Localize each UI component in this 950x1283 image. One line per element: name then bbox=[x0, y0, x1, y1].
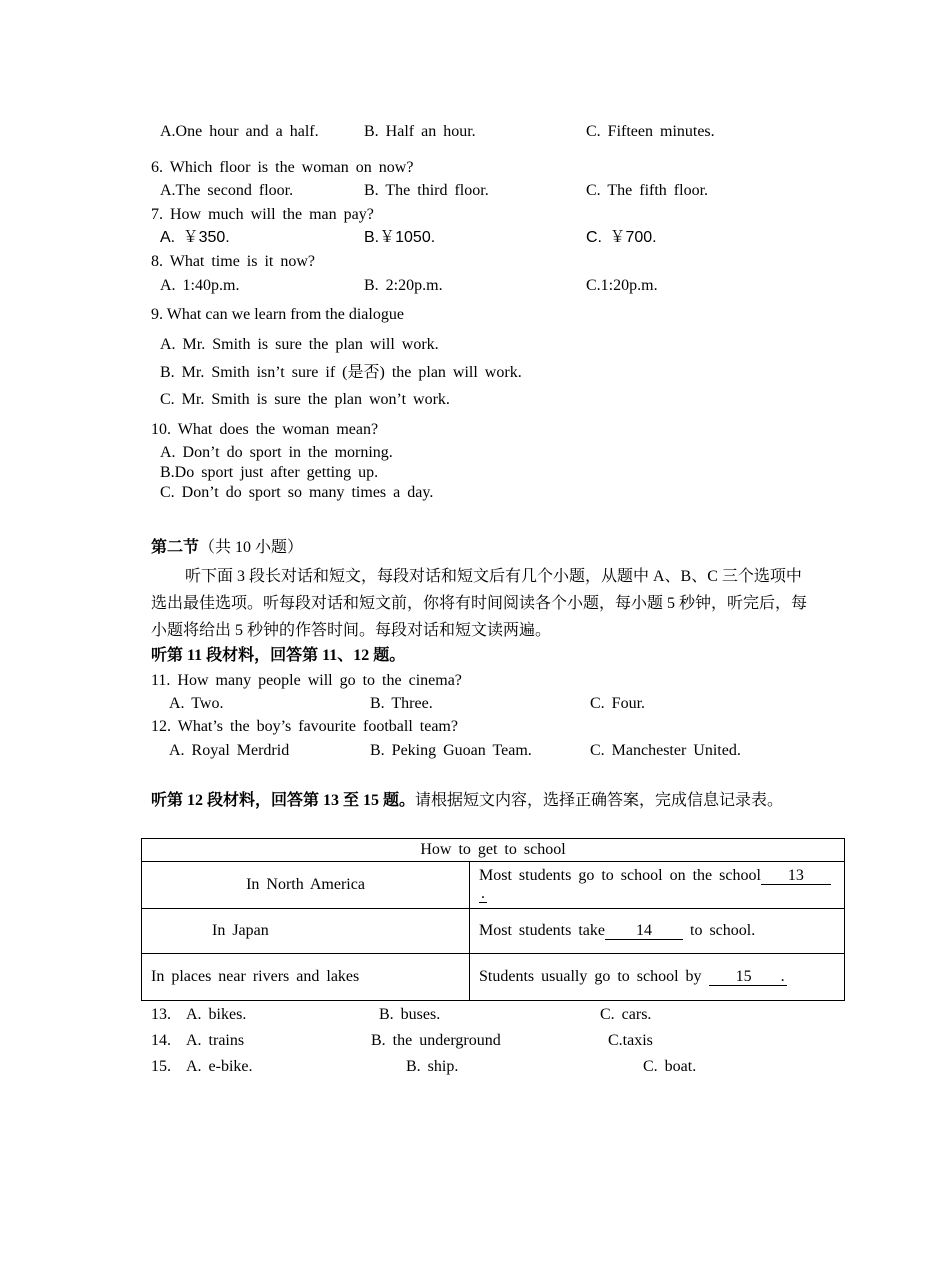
passage11-heading: 听第 11 段材料，回答第 11、12 题。 bbox=[151, 647, 406, 664]
section2-instructions: 听下面 3 段长对话和短文，每段对话和短文后有几个小题，从题中 A、B、C 三个选项中选出最佳选项。听每段对话和短文前，你将有时间阅读各个小题，每小题 5 秒钟，听完后，每小题将给出 5 秒钟的作答时间。每段对话和短文读两遍。 bbox=[151, 568, 808, 639]
q13-option-a: A. bikes. bbox=[186, 1006, 247, 1023]
q15-option-b: B. ship. bbox=[406, 1058, 459, 1075]
q7-option-a: A. ￥350. bbox=[160, 229, 230, 246]
blank-14: 14 bbox=[605, 923, 683, 940]
table-info-cell bbox=[470, 909, 845, 954]
q12-option-b: B. Peking Guoan Team. bbox=[370, 742, 532, 759]
q8-option-c: C.1:20p.m. bbox=[586, 277, 658, 294]
table-row bbox=[142, 954, 845, 1001]
row-end-mark: . bbox=[481, 885, 485, 902]
q9-stem: 9. What can we learn from the dialogue bbox=[151, 306, 404, 323]
table-place-cell: In places near rivers and lakes bbox=[142, 954, 470, 1001]
section2-title-rest: （共 10 小题） bbox=[199, 539, 304, 556]
q15-option-a: A. e-bike. bbox=[186, 1058, 253, 1075]
passage12-heading-rest: 请根据短文内容，选择正确答案，完成信息记录表。 bbox=[415, 792, 784, 809]
table-info-cell bbox=[470, 954, 845, 1001]
q13-option-b: B. buses. bbox=[379, 1006, 441, 1023]
q5-option-c: C. Fifteen minutes. bbox=[586, 123, 715, 140]
q6-option-b: B. The third floor. bbox=[364, 182, 489, 199]
row-text: Most students go to school on the school bbox=[479, 867, 761, 884]
table-place-cell: In Japan bbox=[142, 909, 470, 954]
q7-option-c: C. ￥700. bbox=[586, 229, 657, 246]
row-text-after: to school. bbox=[690, 922, 756, 939]
table-info-cell bbox=[470, 862, 845, 909]
q6-stem: 6. Which floor is the woman on now? bbox=[151, 159, 414, 176]
q14-number: 14. bbox=[151, 1032, 171, 1049]
q11-option-c: C. Four. bbox=[590, 695, 646, 712]
q7-stem: 7. How much will the man pay? bbox=[151, 206, 374, 223]
q14-option-a: A. trains bbox=[186, 1032, 245, 1049]
row-end-mark: . bbox=[780, 968, 785, 985]
q14-option-c: C.taxis bbox=[608, 1032, 653, 1049]
q11-option-b: B. Three. bbox=[370, 695, 433, 712]
q15-option-c: C. boat. bbox=[643, 1058, 697, 1075]
q5-option-a: A.One hour and a half. bbox=[160, 123, 319, 140]
q6-option-c: C. The fifth floor. bbox=[586, 182, 709, 199]
table-row bbox=[142, 909, 845, 954]
table-place-cell: In North America bbox=[142, 862, 470, 909]
blank-13: 13 bbox=[761, 868, 831, 885]
q8-stem: 8. What time is it now? bbox=[151, 253, 316, 270]
q9-option-b: B. Mr. Smith isn’t sure if (是否) the plan will work. bbox=[160, 364, 522, 381]
q8-option-b: B. 2:20p.m. bbox=[364, 277, 443, 294]
q10-option-c: C. Don’t do sport so many times a day. bbox=[160, 484, 434, 501]
q6-option-a: A.The second floor. bbox=[160, 182, 294, 199]
blank-15: 15 bbox=[709, 969, 779, 986]
q12-option-a: A. Royal Merdrid bbox=[169, 742, 290, 759]
q11-stem: 11. How many people will go to the cinema? bbox=[151, 672, 462, 689]
q5-option-b: B. Half an hour. bbox=[364, 123, 476, 140]
q10-stem: 10. What does the woman mean? bbox=[151, 421, 379, 438]
q12-option-c: C. Manchester United. bbox=[590, 742, 741, 759]
info-table bbox=[141, 838, 845, 1001]
q9-option-c: C. Mr. Smith is sure the plan won’t work. bbox=[160, 391, 450, 408]
q15-number: 15. bbox=[151, 1058, 171, 1075]
q14-option-b: B. the underground bbox=[371, 1032, 501, 1049]
table-row bbox=[142, 862, 845, 909]
table-title: How to get to school bbox=[142, 839, 845, 862]
section2-title bbox=[151, 538, 303, 558]
q7-option-b: B.￥1050. bbox=[364, 229, 436, 246]
q9-option-a: A. Mr. Smith is sure the plan will work. bbox=[160, 336, 439, 353]
row-text: Most students take bbox=[479, 922, 605, 939]
passage12-heading-bold: 听第 12 段材料，回答第 13 至 15 题。 bbox=[151, 792, 416, 809]
q13-number: 13. bbox=[151, 1006, 171, 1023]
q13-option-c: C. cars. bbox=[600, 1006, 652, 1023]
q8-option-a: A. 1:40p.m. bbox=[160, 277, 240, 294]
q10-option-a: A. Don’t do sport in the morning. bbox=[160, 444, 393, 461]
q10-option-b: B.Do sport just after getting up. bbox=[160, 464, 379, 481]
q12-stem: 12. What’s the boy’s favourite football team? bbox=[151, 718, 458, 735]
row-text: Students usually go to school by bbox=[479, 968, 702, 985]
section2-title-bold: 第二节 bbox=[151, 539, 200, 556]
table-header-row bbox=[142, 839, 845, 862]
passage12-heading bbox=[151, 787, 811, 814]
q11-option-a: A. Two. bbox=[169, 695, 224, 712]
